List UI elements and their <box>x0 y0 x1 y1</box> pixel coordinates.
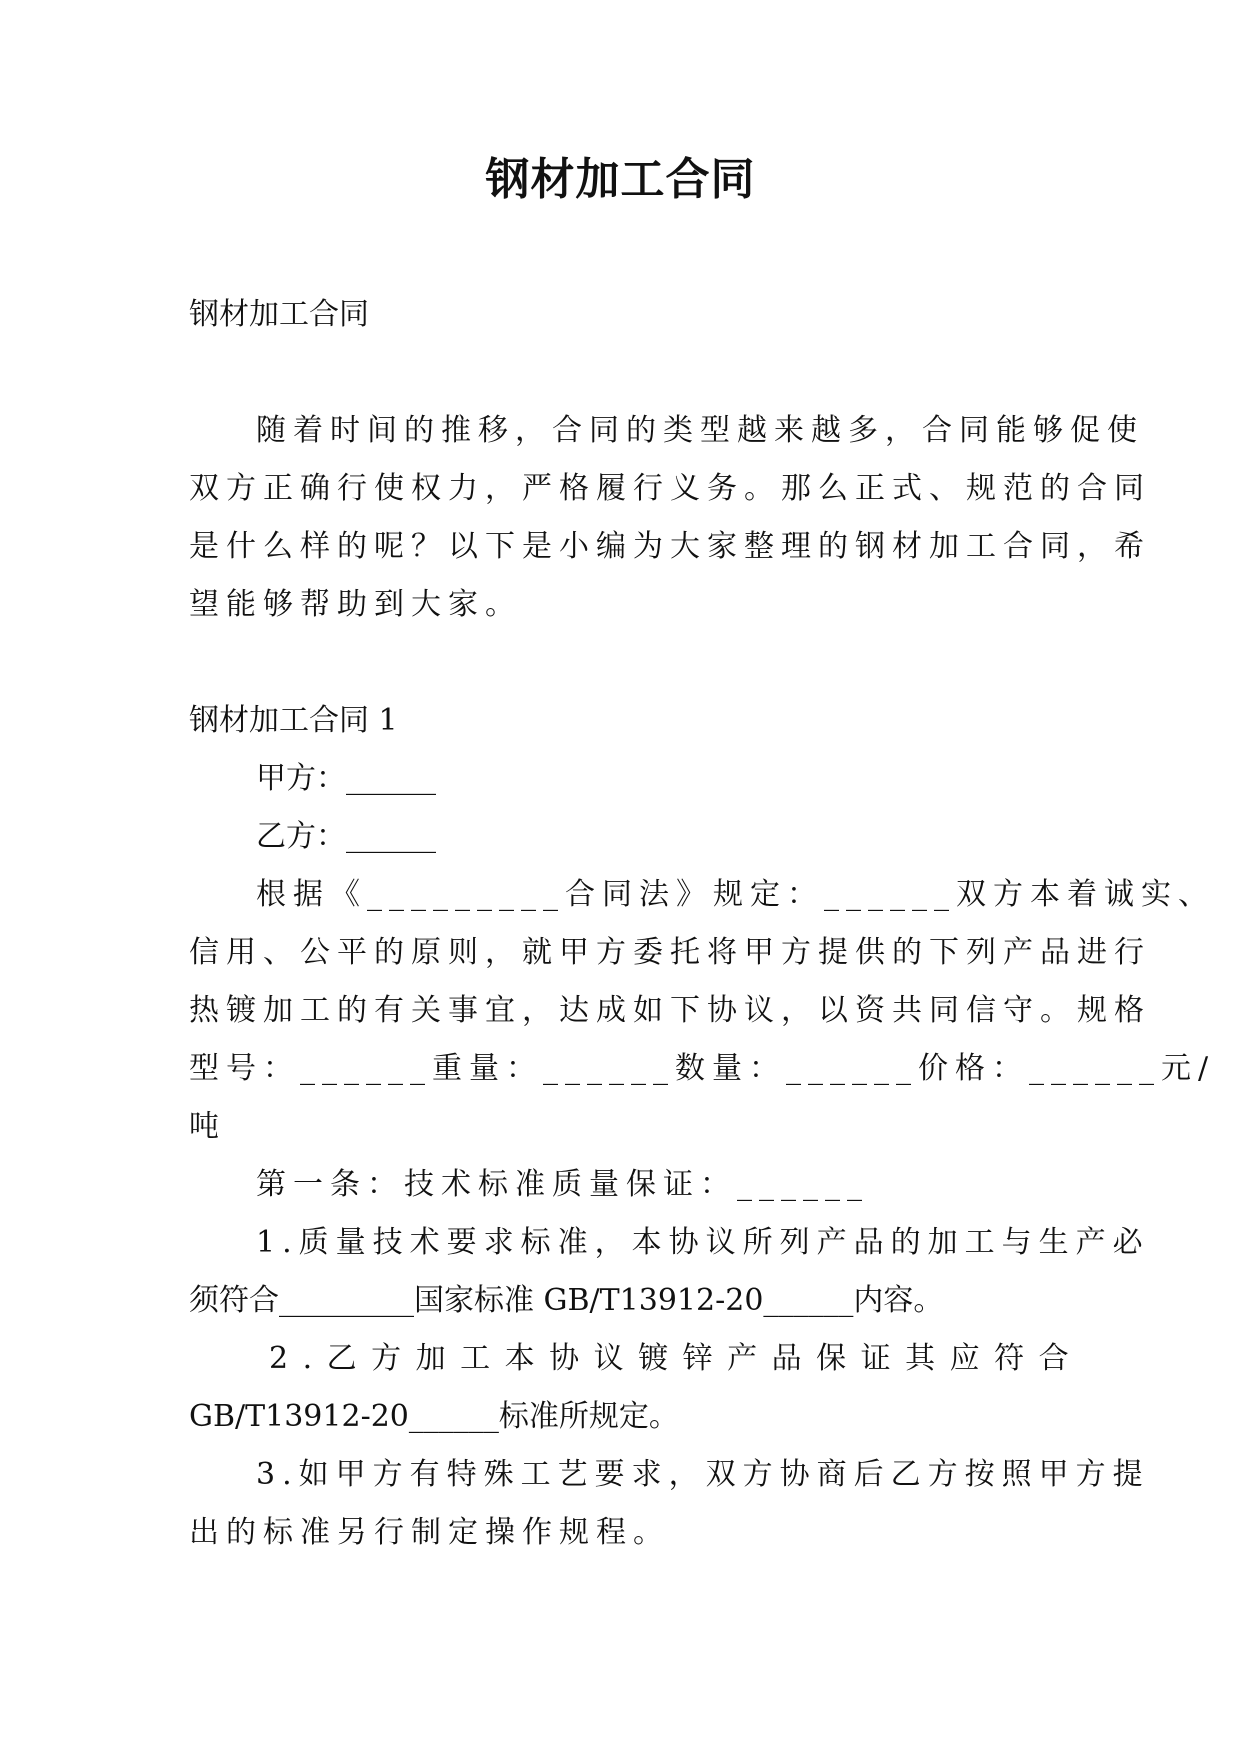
basis-line-1: 根据《_________合同法》规定：______双方本着诚实、 <box>256 877 1215 912</box>
document-body <box>189 286 1216 1562</box>
item-3-line-2: 出的标准另行制定操作规程。 <box>189 1515 670 1550</box>
item-2-line-1: 2.乙方加工本协议镀锌产品保证其应符合 <box>269 1341 1084 1376</box>
basis-line-3: 热镀加工的有关事宜，达成如下协议，以资共同信守。规格 <box>189 993 1151 1028</box>
intro-line-4: 望能够帮助到大家。 <box>189 587 522 622</box>
item-1-line-2: 须符合_________国家标准 GB/T13912-20______内容。 <box>189 1283 944 1318</box>
intro-line-3: 是什么样的呢？以下是小编为大家整理的钢材加工合同，希 <box>189 529 1151 564</box>
basis-line-2: 信用、公平的原则，就甲方委托将甲方提供的下列产品进行 <box>189 935 1151 970</box>
basis-line-5: 吨 <box>189 1109 219 1144</box>
item-3-line-1: 3.如甲方有特殊工艺要求，双方协商后乙方按照甲方提 <box>256 1457 1150 1492</box>
document-title: 钢材加工合同 <box>485 154 756 205</box>
section-heading: 钢材加工合同 1 <box>189 703 398 738</box>
item-2-line-2: GB/T13912-20______标准所规定。 <box>189 1399 679 1434</box>
spacer <box>189 344 1049 402</box>
item-1-line-1: 1.质量技术要求标准，本协议所列产品的加工与生产必 <box>256 1225 1150 1260</box>
basis-line-4: 型号：______重量：______数量：______价格：______元/ <box>189 1051 1216 1086</box>
document-subtitle: 钢材加工合同 <box>189 297 369 332</box>
article-1-heading: 第一条：技术标准质量保证：______ <box>256 1167 869 1202</box>
party-b-line: 乙方：______ <box>256 819 436 854</box>
party-a-line: 甲方：______ <box>256 761 436 796</box>
spacer <box>189 634 1049 692</box>
intro-line-1: 随着时间的推移，合同的类型越来越多，合同能够促使 <box>256 413 1144 448</box>
intro-line-2: 双方正确行使权力，严格履行义务。那么正式、规范的合同 <box>189 471 1151 506</box>
